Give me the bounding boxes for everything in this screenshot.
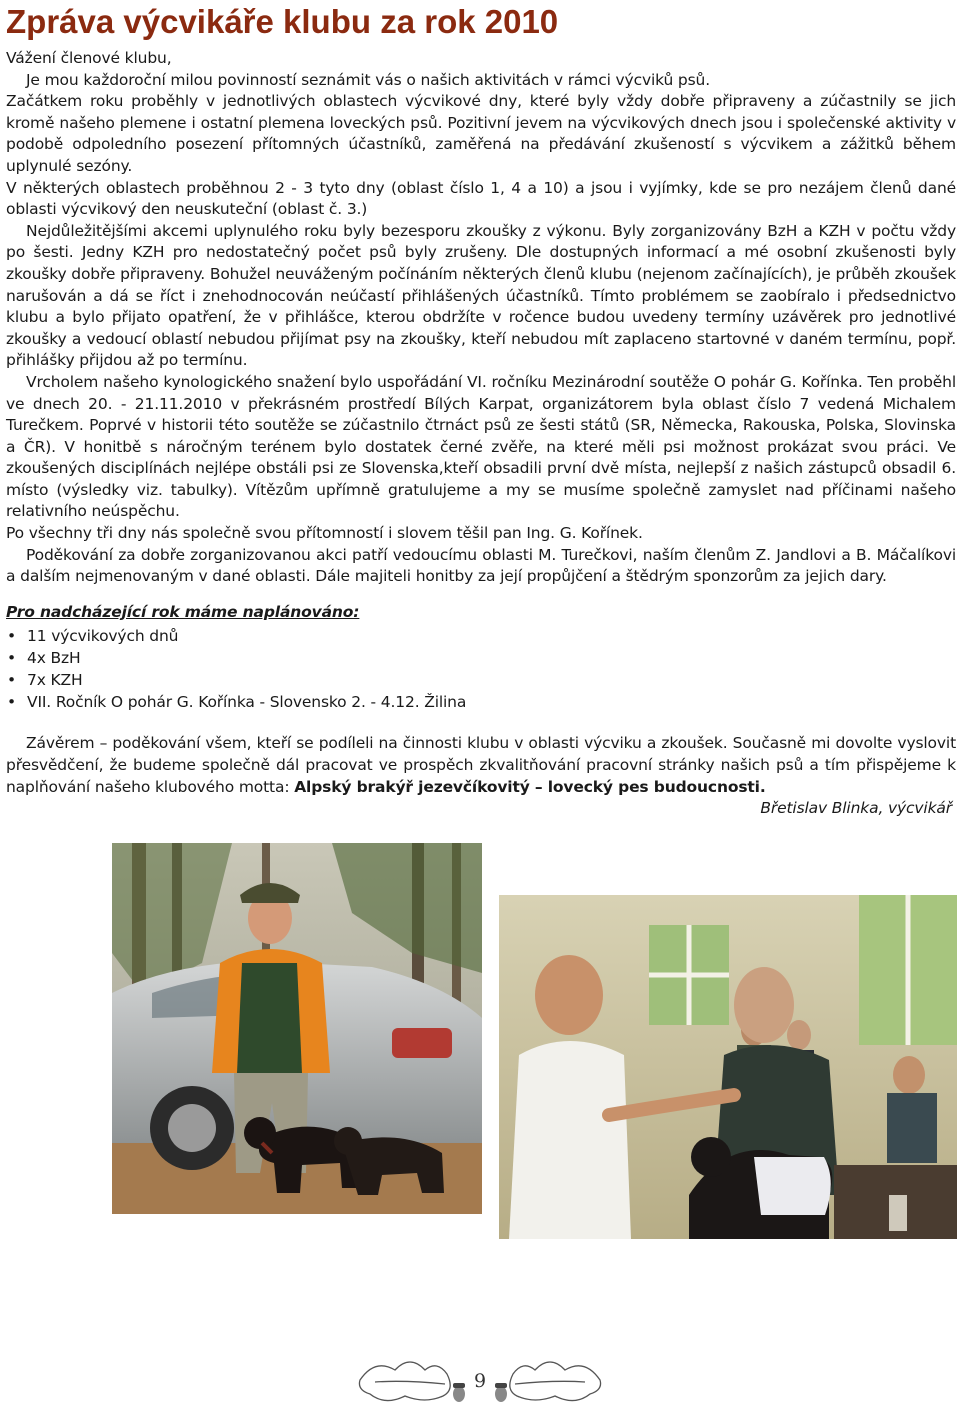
closing-paragraph — [6, 733, 956, 798]
article-body — [6, 48, 956, 820]
signature: Břetislav Blinka, výcvikář — [760, 799, 952, 818]
greeting: Vážení členové klubu, — [6, 49, 172, 67]
paragraph-exams: Nejdůležitějšími akcemi uplynulého roku byly bezesporu zkoušky z výkonu. Byly zorganizovány BzH a KZH v počtu vždy po šesti. Jedny KZH pro nedostatečný počet psů byly zrušeny. Dle dostupných informací a mé osobní zkušenosti byly zkoušky dobře připraveny. Bohužel neuváženým počínáním některých členů klubu (nejenom začínajících), je průběh zkoušek narušován a dá se říct i znehodnocován neúčastí přihlášených účastníků. Tímto problémem se zaobíralo i předsednictvo klubu a bylo přijato opatření, že v přihlášce, kterou obdržíte v ročence budou uvedeny termíny uzávěrek pro jednotlivé zkoušky a vedoucí oblastí nebudou přijímat psy na zkoušky, kteří nebudou mít zaplaceno startovné v daném termínu, popř. přihlášky přijdou až po termínu. — [6, 221, 956, 370]
plan-item: • 7x KZH — [6, 669, 956, 691]
plan-list — [6, 625, 956, 713]
photo-club-gathering — [499, 895, 957, 1239]
paragraph-thanks: Poděkování za dobře zorganizovanou akci patří vedoucímu oblasti M. Turečkovi, naším členům Z. Jandlovi a B. Máčalíkovi a dalším nejmenovaným v dané oblasti. Dále majiteli honitby za její propůjčení a štědrým sponzorům za jejich dary. — [6, 545, 956, 586]
intro-paragraph: Je mou každoroční milou povinností seznámit vás o našich aktivitách v rámci výcviků psů. — [26, 70, 710, 89]
plan-heading: Pro nadcházející rok máme naplánováno: — [6, 602, 360, 621]
photo-trainer-with-dogs — [112, 843, 482, 1214]
plan-item: • VII. Ročník O pohár G. Kořínka - Slovensko 2. - 4.12. Žilina — [6, 691, 956, 713]
closing-text: Závěrem – poděkování všem, kteří se podíleli na činnosti klubu v oblasti výcviku a zkoušek. Současně mi dovolte vyslovit přesvědčení, že budeme společně dál pracovat ve prospěch zkvalitňování pracovní stránky našich psů a tím přispějeme k naplňování našeho klubového motta: — [6, 734, 956, 796]
page-number: 9 — [473, 1370, 487, 1392]
paragraph-training-days: Začátkem roku proběhly v jednotlivých oblastech výcvikové dny, které byly vždy dobře připraveny a zúčastnily se jich kromě našeho plemene i ostatní plemena loveckých psů. Pozitivní jevem na výcvikových dnech jsou i společenské aktivity v podobě odpoledního posezení přítomných účastníků, zaměřená na předávání zkušeností s výcvikem a zážitků během uplynulé sezóny. — [6, 92, 956, 175]
club-motto: Alpský brakýř jezevčíkovitý – lovecký pes budoucnosti. — [294, 777, 766, 796]
paragraph-regions: V některých oblastech proběhnou 2 - 3 tyto dny (oblast číslo 1, 4 a 10) a jsou i vyjímky, kde se pro nezájem členů dané oblasti výcvikový den neuskuteční (oblast č. 3.) — [6, 178, 956, 219]
paragraph-competition: Vrcholem našeho kynologického snažení bylo uspořádání VI. ročníku Mezinárodní soutěže O pohár G. Kořínka. Ten proběhl ve dnech 20. - 21.11.2010 v překrásném prostředí Bílých Karpat, organizátorem byla oblast číslo 7 vedená Michalem Turečkem. Poprvé v historii této soutěže se zúčastnilo čtrnáct psů ze šesti států (SR, Německa, Rakouska, Polska, Slovinska a ČR). V honitbě s náročným terénem bylo dostatek černé zvěře, na které měli psi možnost prokázat svou práci. Ve zkoušených disciplínách nejlépe obstáli psi ze Slovenska,kteří obsadili první dvě místa, nejlepší z našich zástupců obsadil 6. místo (výsledky viz. tabulky). Vítězům upřímně gratulujeme a my se musíme společně zamyslet nad příčinami našeho relativního neúspěchu. — [6, 372, 956, 521]
plan-item: • 11 výcvikových dnů — [6, 625, 956, 647]
paragraph-guest: Po všechny tři dny nás společně svou přítomností i slovem těšil pan Ing. G. Kořínek. — [6, 524, 643, 543]
article-title: Zpráva výcvikáře klubu za rok 2010 — [6, 3, 559, 40]
page-footer — [355, 1350, 605, 1410]
plan-item: • 4x BzH — [6, 647, 956, 669]
